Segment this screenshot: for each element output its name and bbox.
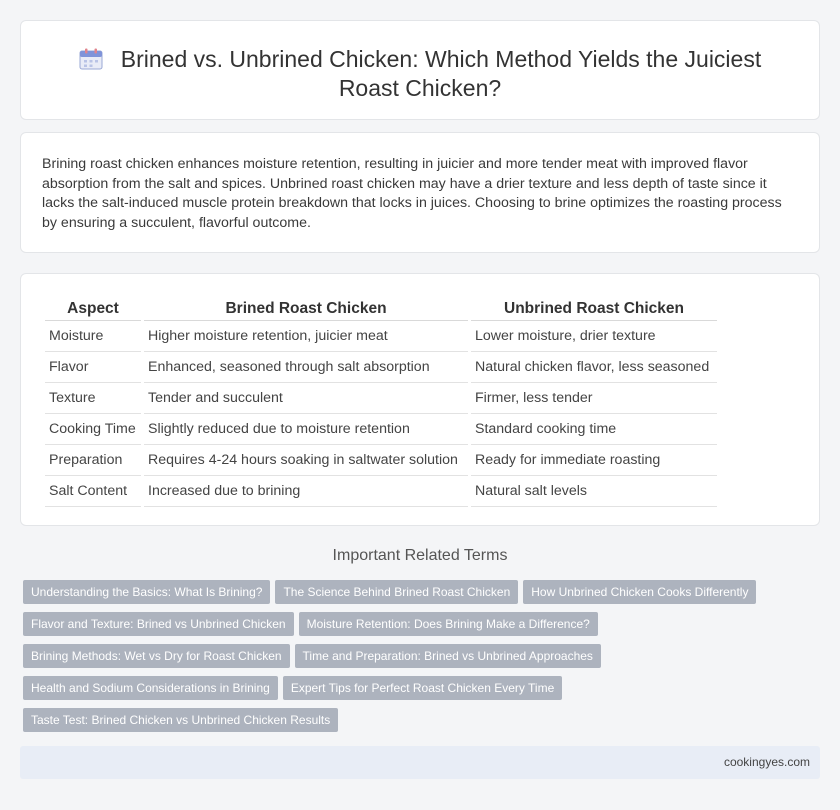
page-title-wrap	[61, 45, 779, 103]
cell-aspect: Preparation	[45, 445, 141, 476]
cell-unbrined: Natural salt levels	[471, 476, 717, 507]
table-row	[45, 476, 717, 507]
footer	[20, 746, 820, 779]
related-tag[interactable]: The Science Behind Brined Roast Chicken	[275, 580, 518, 604]
cell-aspect: Texture	[45, 383, 141, 414]
comparison-table	[42, 296, 720, 507]
footer-site-link[interactable]: cookingyes.com	[723, 755, 810, 769]
related-tag[interactable]: Understanding the Basics: What Is Brining?	[23, 580, 270, 604]
cell-aspect: Cooking Time	[45, 414, 141, 445]
header-brined: Brined Roast Chicken	[144, 296, 468, 321]
tag-row	[23, 676, 823, 708]
intro-paragraph: Brining roast chicken enhances moisture retention, resulting in juicier and more tender meat with improved flavor absorption from the salt and spices. Unbrined roast chicken may have a drier texture and less depth of taste since it lacks the salt-induced muscle protein breakdown that locks in juices. Choosing to brine optimizes the roasting process by ensuring a succulent, flavorful outcome.	[42, 156, 782, 231]
header-aspect: Aspect	[45, 296, 141, 321]
tag-row	[23, 580, 823, 612]
table-row	[45, 321, 717, 352]
cell-unbrined: Firmer, less tender	[471, 383, 717, 414]
cell-brined: Higher moisture retention, juicier meat	[144, 321, 468, 352]
cell-aspect: Flavor	[45, 352, 141, 383]
related-tag[interactable]: Time and Preparation: Brined vs Unbrined Approaches	[295, 644, 601, 668]
related-terms-heading: Important Related Terms	[332, 547, 508, 564]
cell-brined: Increased due to brining	[144, 476, 468, 507]
related-tag[interactable]: Flavor and Texture: Brined vs Unbrined Chicken	[23, 612, 294, 636]
related-tag[interactable]: Taste Test: Brined Chicken vs Unbrined Chicken Results	[23, 708, 338, 732]
related-tag[interactable]: How Unbrined Chicken Cooks Differently	[523, 580, 756, 604]
table-row	[45, 352, 717, 383]
related-tag[interactable]: Moisture Retention: Does Brining Make a Difference?	[299, 612, 598, 636]
table-row	[45, 414, 717, 445]
cell-unbrined: Lower moisture, drier texture	[471, 321, 717, 352]
tag-row	[23, 612, 823, 644]
cell-brined: Slightly reduced due to moisture retention	[144, 414, 468, 445]
cell-unbrined: Standard cooking time	[471, 414, 717, 445]
comparison-card	[20, 273, 820, 526]
tag-row	[23, 644, 823, 676]
intro-card	[20, 132, 820, 253]
table-row	[45, 383, 717, 414]
calendar-icon	[79, 48, 103, 70]
page-title: Brined vs. Unbrined Chicken: Which Method Yields the Juiciest Roast Chicken?	[120, 46, 762, 101]
table-header-row	[45, 296, 717, 321]
cell-aspect: Moisture	[45, 321, 141, 352]
cell-aspect: Salt Content	[45, 476, 141, 507]
header-unbrined: Unbrined Roast Chicken	[471, 296, 717, 321]
cell-brined: Tender and succulent	[144, 383, 468, 414]
table-row	[45, 445, 717, 476]
related-terms-list	[23, 580, 823, 740]
cell-unbrined: Ready for immediate roasting	[471, 445, 717, 476]
related-tag[interactable]: Expert Tips for Perfect Roast Chicken Every Time	[283, 676, 562, 700]
tag-row	[23, 708, 823, 740]
cell-brined: Requires 4-24 hours soaking in saltwater solution	[144, 445, 468, 476]
cell-unbrined: Natural chicken flavor, less seasoned	[471, 352, 717, 383]
cell-brined: Enhanced, seasoned through salt absorption	[144, 352, 468, 383]
related-tag[interactable]: Health and Sodium Considerations in Brining	[23, 676, 278, 700]
related-tag[interactable]: Brining Methods: Wet vs Dry for Roast Chicken	[23, 644, 290, 668]
header-card	[20, 20, 820, 120]
